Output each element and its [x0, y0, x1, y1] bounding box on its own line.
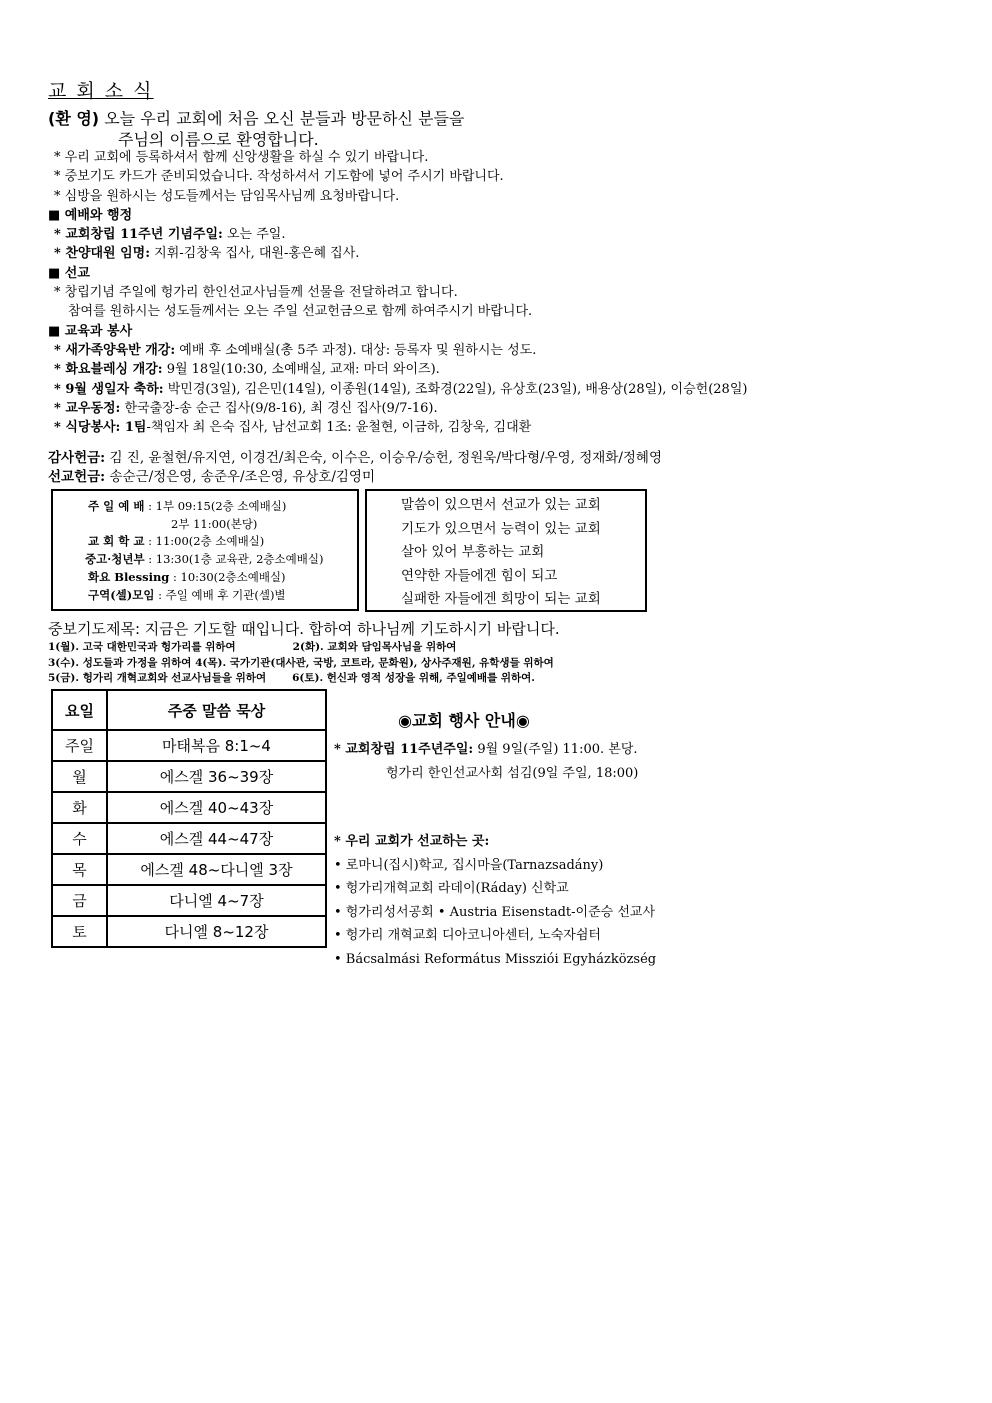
tuesday-blessing-label: 화요 Blessing	[88, 569, 170, 584]
welcome-block	[48, 108, 464, 150]
table-row	[52, 761, 326, 792]
cell-group-label: 구역(셀)모임	[88, 587, 155, 602]
table-row	[52, 730, 326, 761]
day-column-header: 요일	[52, 690, 107, 730]
motto-line: 실패한 자들에겐 희망이 되는 교회	[401, 591, 601, 607]
prayer-item: 6(토). 헌신과 영적 성장을 위해, 주일예배를 위하여.	[292, 672, 535, 684]
reading-column-header: 주중 말씀 묵상	[107, 690, 326, 730]
page-title: 교 회 소 식	[48, 80, 154, 102]
mission-note-2: 참여를 원하시는 성도들께서는 오는 주일 선교헌금으로 함께 하여주시기 바랍니다.	[68, 304, 533, 320]
kitchen-service-text: -책임자 최 은숙 집사, 남선교회 1조: 윤철현, 이금하, 김창욱, 김대환	[146, 420, 532, 436]
anniversary-text: 오는 주일.	[222, 227, 286, 243]
welcome-line-2: 주님의 이름으로 환영합니다.	[118, 130, 319, 149]
welcome-label: (환 영)	[48, 109, 100, 128]
reading-cell: 마태복음 8:1~4	[107, 730, 326, 761]
day-cell: 수	[52, 823, 107, 854]
table-header-row	[52, 690, 326, 730]
worship-schedule-box	[51, 489, 359, 611]
newcomer-class-text: 예배 후 소예배실(총 5주 과정). 대상: 등록자 및 원하시는 성도.	[175, 342, 537, 358]
blessing-label: * 화요블레싱 개강:	[54, 362, 163, 378]
motto-line: 살아 있어 부흥하는 교회	[401, 544, 545, 560]
table-row	[52, 854, 326, 885]
prayer-heading: 중보기도제목: 지금은 기도할 때입니다. 합하여 하나님께 기도하시기 바랍니다.	[48, 620, 560, 638]
member-news-text: 한국출장-송 순근 집사(9/8-16), 최 경신 집사(9/7-16).	[120, 400, 438, 416]
day-cell: 화	[52, 792, 107, 823]
motto-line: 연약한 자들에겐 힘이 되고	[401, 567, 558, 584]
church-school-time: : 11:00(2층 소예배실)	[144, 534, 265, 549]
choir-text: 지휘-김창욱 집사, 대원-홍은혜 집사.	[150, 246, 360, 262]
section-education-service: ■ 교육과 봉사	[48, 323, 133, 339]
table-row	[52, 916, 326, 947]
anniversary-event-text: 9월 9일(주일) 11:00. 본당.	[473, 742, 638, 757]
mission-place-item: • Bácsalmási Református Missziói Egyházközség	[334, 951, 657, 967]
second-service-time: 2부 11:00(본당)	[171, 516, 258, 531]
prayer-item: 5(금). 헝가리 개혁교회와 선교사님들을 위하여	[48, 672, 267, 684]
reading-cell: 다니엘 4~7장	[107, 885, 326, 916]
mission-places-heading: * 우리 교회가 선교하는 곳:	[334, 834, 490, 849]
youth-label: 중고·청년부	[85, 552, 145, 567]
welcome-note-3: * 심방을 원하시는 성도들께서는 담임목사님께 요청바랍니다.	[54, 188, 400, 204]
reading-cell: 다니엘 8~12장	[107, 916, 326, 947]
mission-offering-label: 선교헌금:	[48, 469, 106, 485]
mission-place-item: • 로마니(집시)학교, 집시마을(Tarnazsadány)	[334, 857, 604, 873]
anniversary-event-label: * 교회창립 11주년주일:	[334, 742, 474, 757]
thanks-offering-label: 감사헌금:	[48, 450, 106, 466]
tuesday-blessing-time: : 10:30(2층소예배실)	[169, 569, 286, 584]
youth-time: : 13:30(1층 교육관, 2층소예배실)	[144, 552, 324, 567]
sunday-worship-label: 주 일 예 배	[88, 499, 145, 513]
prayer-item: 3(수). 성도들과 가정을 위하여 4(목). 국가기관(대사관, 국방, 코트라, 문화원), 상사주재원, 유학생들 위하여	[48, 656, 554, 669]
birthday-text: 박민경(3일), 김은민(14일), 이종원(14일), 조화경(22일), 유상호(23일), 배용상(28일), 이승헌(28일)	[163, 381, 748, 397]
church-motto-box	[365, 489, 647, 612]
kitchen-service-label: * 식당봉사: 1팀	[54, 420, 147, 436]
reading-cell: 에스겔 48~다니엘 3장	[107, 854, 326, 885]
mission-offering-text: 송순근/정은영, 송준우/조은영, 유상호/김영미	[105, 469, 375, 485]
weekly-reading-table	[51, 689, 327, 948]
reading-cell: 에스겔 40~43장	[107, 792, 326, 823]
day-cell: 월	[52, 761, 107, 792]
motto-line: 말씀이 있으면서 선교가 있는 교회	[401, 497, 601, 513]
table-row	[52, 792, 326, 823]
day-cell: 금	[52, 885, 107, 916]
welcome-line-1: 오늘 우리 교회에 처음 오신 분들과 방문하신 분들을	[99, 109, 465, 128]
events-heading: ◉교회 행사 안내◉	[398, 711, 530, 730]
mission-note-1: * 창립기념 주일에 헝가리 한인선교사님들께 선물을 전달하려고 합니다.	[54, 285, 458, 301]
table-row	[52, 823, 326, 854]
prayer-list	[48, 640, 554, 687]
mission-place-item: • 헝가리성서공회 • Austria Eisenstadt-이준승 선교사	[334, 904, 655, 920]
day-cell: 주일	[52, 730, 107, 761]
reading-cell: 에스겔 36~39장	[107, 761, 326, 792]
day-cell: 목	[52, 854, 107, 885]
blessing-text: 9월 18일(10:30, 소예배실, 교재: 마더 와이즈).	[162, 362, 440, 378]
events-block	[334, 738, 638, 786]
section-mission: ■ 선교	[48, 265, 90, 281]
missionary-service-event: 헝가리 한인선교사회 섬김(9일 주일, 18:00)	[386, 766, 639, 781]
table-row	[52, 885, 326, 916]
church-school-label: 교 회 학 교	[88, 534, 145, 549]
prayer-item: 1(월). 고국 대한민국과 헝가리를 위하여	[48, 641, 236, 653]
offering-block	[48, 449, 662, 487]
mission-place-item: • 헝가리개혁교회 라데이(Ráday) 신학교	[334, 881, 569, 896]
reading-cell: 에스겔 44~47장	[107, 823, 326, 854]
anniversary-label: * 교회창립 11주년 기념주일:	[54, 227, 223, 243]
prayer-item: 2(화). 교회와 담임목사님을 위하여	[292, 641, 457, 653]
cell-group-time: : 주일 예배 후 기관(셀)별	[154, 587, 286, 602]
member-news-label: * 교우동정:	[54, 400, 121, 416]
welcome-note-1: * 우리 교회에 등록하셔서 함께 신앙생활을 하실 수 있기 바랍니다.	[54, 150, 429, 165]
news-list	[48, 148, 747, 437]
choir-label: * 찬양대원 임명:	[54, 246, 150, 262]
welcome-note-2: * 중보기도 카드가 준비되었습니다. 작성하셔서 기도함에 넣어 주시기 바랍니다.	[54, 169, 504, 185]
birthday-label: * 9월 생일자 축하:	[54, 381, 164, 397]
thanks-offering-text: 김 진, 윤철현/유지연, 이경건/최은숙, 이수은, 이승우/승헌, 정원욱/박다형/우영, 정재화/정혜영	[105, 450, 662, 466]
sunday-worship-time: : 1부 09:15(2층 소예배실)	[144, 499, 287, 513]
day-cell: 토	[52, 916, 107, 947]
newcomer-class-label: * 새가족양육반 개강:	[54, 342, 176, 358]
mission-place-item: • 헝가리 개혁교회 디아코니아센터, 노숙자쉼터	[334, 928, 601, 943]
motto-line: 기도가 있으면서 능력이 있는 교회	[401, 520, 601, 537]
section-worship-admin: ■ 예배와 행정	[48, 207, 133, 223]
mission-places-block	[334, 830, 656, 971]
